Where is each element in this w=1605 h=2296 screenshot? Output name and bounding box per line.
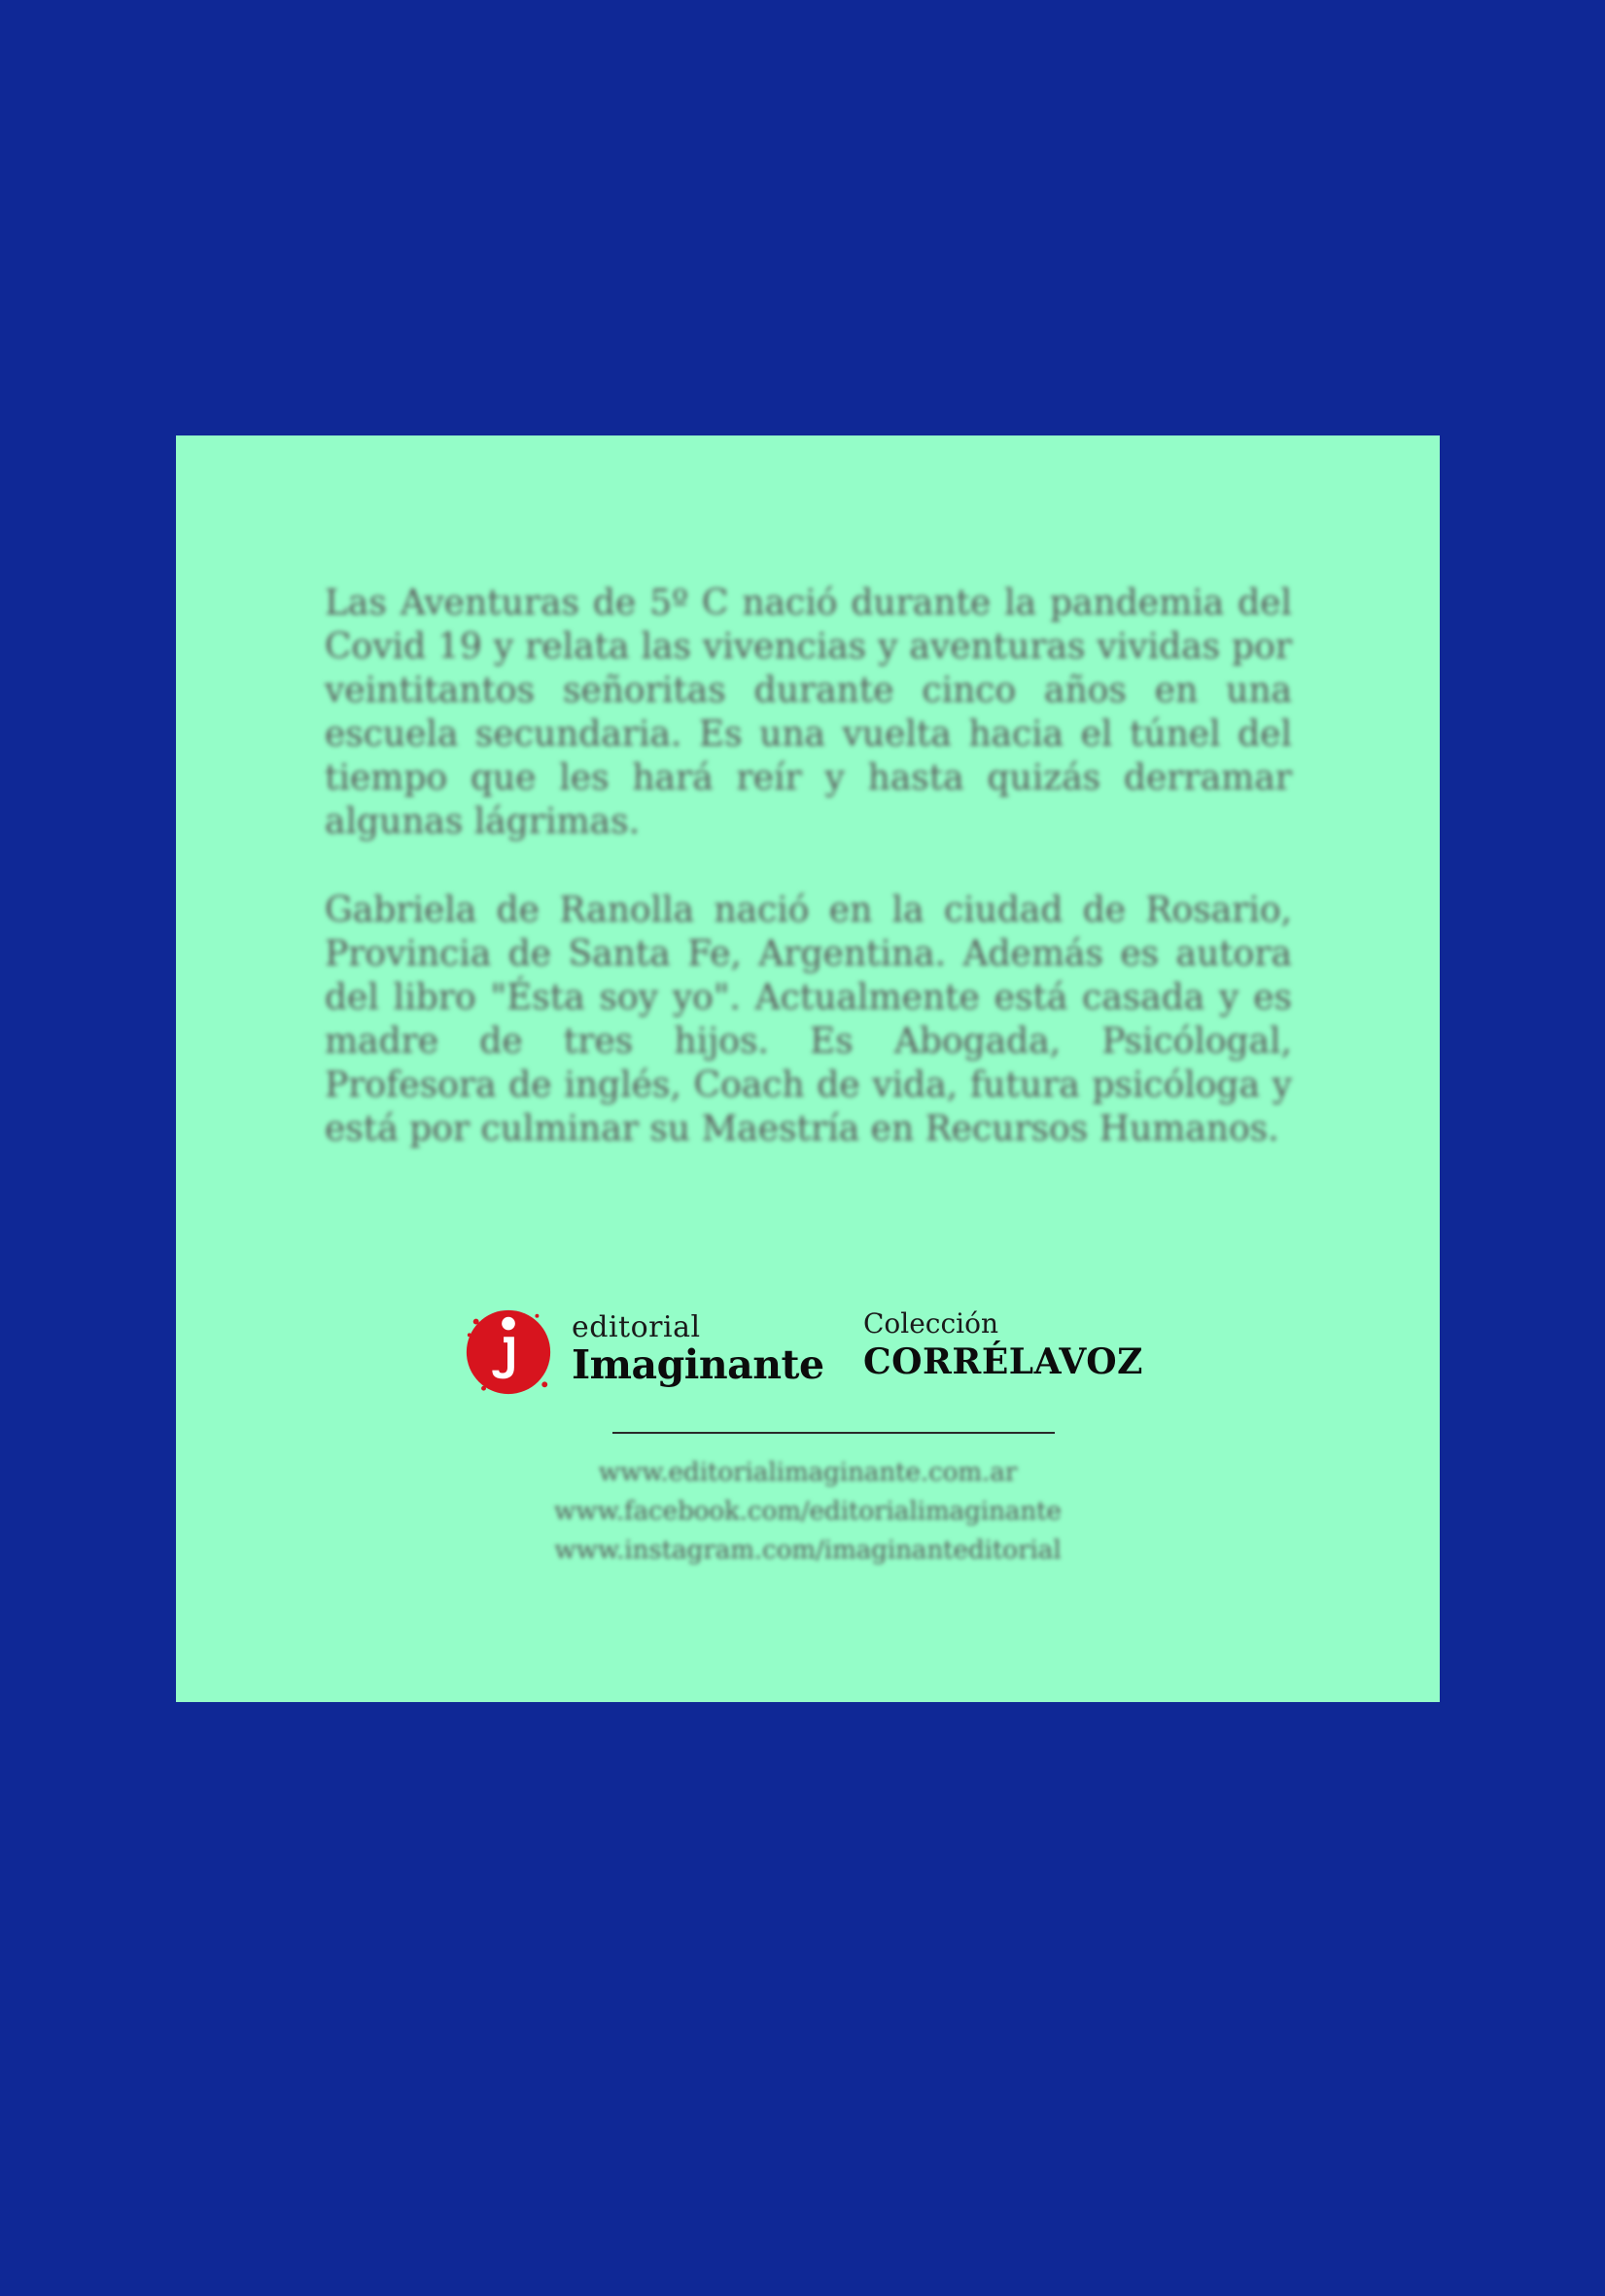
instagram-link[interactable]: www.instagram.com/imaginanteditorial: [554, 1536, 1062, 1565]
publisher-seal-icon: [461, 1303, 556, 1398]
website-link[interactable]: www.editorialimaginante.com.ar: [598, 1458, 1018, 1487]
publisher-name: Imaginante: [572, 1341, 824, 1388]
publisher-wordmark: [572, 1312, 824, 1386]
publisher-small-text: editorial: [572, 1310, 701, 1344]
back-cover-panel: [176, 435, 1440, 1702]
collection-name: CORRÉLAVOZ: [863, 1341, 1143, 1382]
divider-line: [612, 1432, 1055, 1434]
publisher-links: [176, 1453, 1440, 1570]
facebook-link[interactable]: www.facebook.com/editorialimaginante: [554, 1497, 1062, 1526]
author-bio-paragraph: Gabriela de Ranolla nació en la ciudad de Rosario, Provincia de Santa Fe, Argentina. Además es autora del libro "Ésta soy yo". Actualmente está casada y es madre de tres hijos. Es Abogada, Psicólogal, Profesora de inglés, Coach de vida, futura psicóloga y está por culminar su Maestría en Recursos Humanos.: [325, 890, 1292, 1149]
collection-label: Colección: [863, 1307, 999, 1339]
collection-wordmark: [863, 1308, 1143, 1384]
synopsis-paragraph: Las Aventuras de 5º C nació durante la pandemia del Covid 19 y relata las vivencias y aventuras vividas por veintitantos señoritas durante cinco años en una escuela secundaria. Es una vuelta hacia el túnel del tiempo que les hará reír y hasta quizás derramar algunas lágrimas.: [325, 583, 1292, 842]
publisher-logos: [176, 1301, 1440, 1408]
